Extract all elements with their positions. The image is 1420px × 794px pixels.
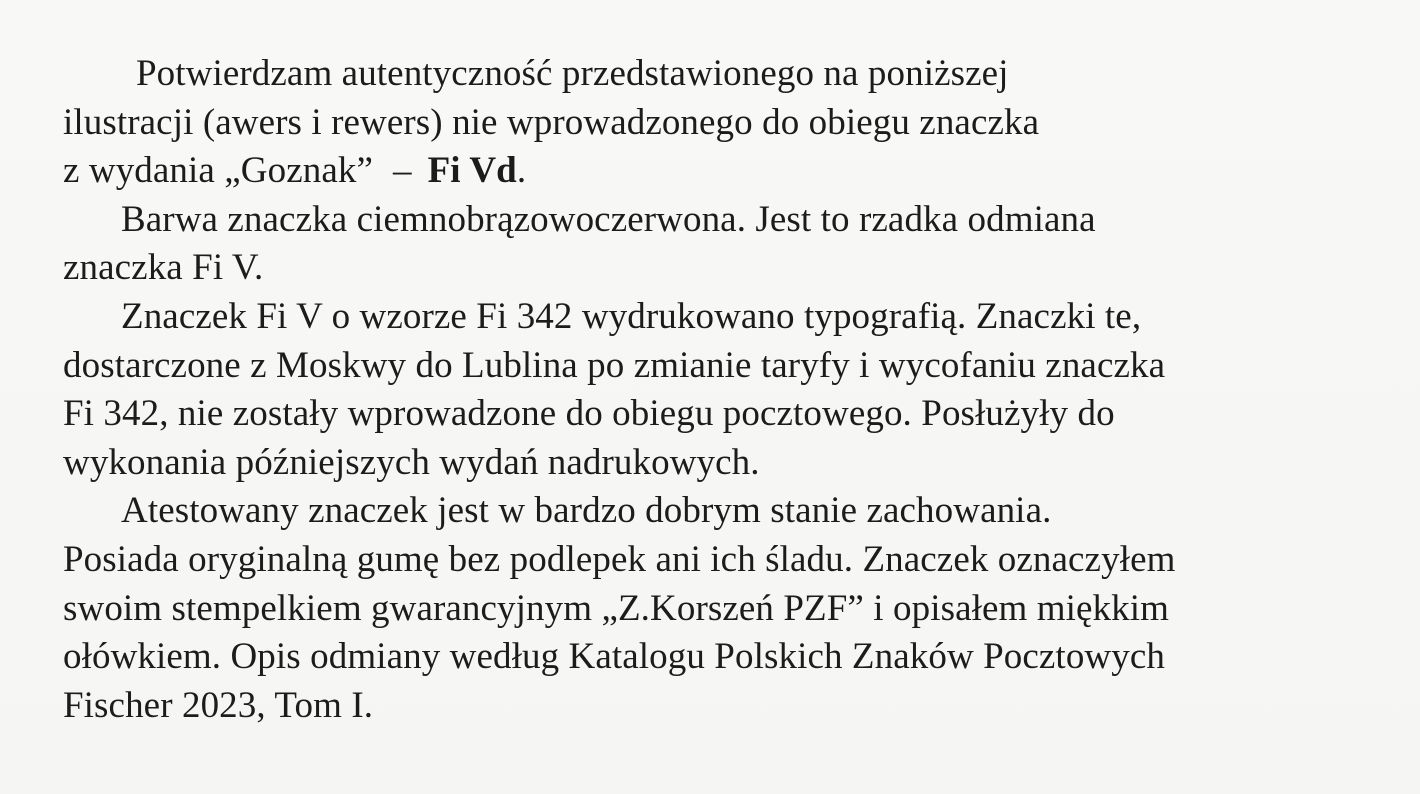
certificate-text: [63, 50, 1383, 730]
text-line: znaczka Fi V.: [63, 247, 264, 289]
paragraph-color: [63, 196, 1383, 293]
text-line: dostarczone z Moskwy do Lublina po zmianie taryfy i wycofaniu znaczka: [63, 344, 1166, 386]
paragraph-condition: [63, 487, 1383, 730]
text-line: Fischer 2023, Tom I.: [63, 684, 374, 726]
text-line: Znaczek Fi V o wzorze Fi 342 wydrukowano typografią. Znaczki te,: [121, 295, 1142, 337]
edition-text: z wydania „Goznak”: [63, 150, 373, 192]
text-line: Barwa znaczka ciemnobrązowoczerwona. Jest to rzadka odmiana: [121, 198, 1096, 240]
period: .: [516, 150, 527, 192]
text-line: ilustracji (awers i rewers) nie wprowadzonego do obiegu znaczka: [63, 101, 1040, 143]
text-line: ołówkiem. Opis odmiany według Katalogu Polskich Znaków Pocztowych: [63, 636, 1165, 678]
text-line: Fi 342, nie zostały wprowadzone do obiegu pocztowego. Posłużyły do: [63, 393, 1115, 435]
text-line: wykonania późniejszych wydań nadrukowych.: [63, 441, 760, 483]
paragraph-printing: [63, 293, 1383, 487]
text-line: Atestowany znaczek jest w bardzo dobrym stanie zachowania.: [121, 490, 1052, 532]
text-line: [63, 147, 1383, 196]
catalog-number: Fi Vd: [427, 150, 517, 192]
text-line: Potwierdzam autentyczność przedstawionego na poniższej: [136, 53, 1009, 94]
dash: –: [392, 150, 412, 192]
text-line: swoim stempelkiem gwarancyjnym „Z.Korszeń PZF” i opisałem miękkim: [63, 587, 1170, 629]
text-line: Posiada oryginalną gumę bez podlepek ani ich śladu. Znaczek oznaczyłem: [63, 538, 1176, 580]
paragraph-authenticity: [63, 50, 1383, 196]
